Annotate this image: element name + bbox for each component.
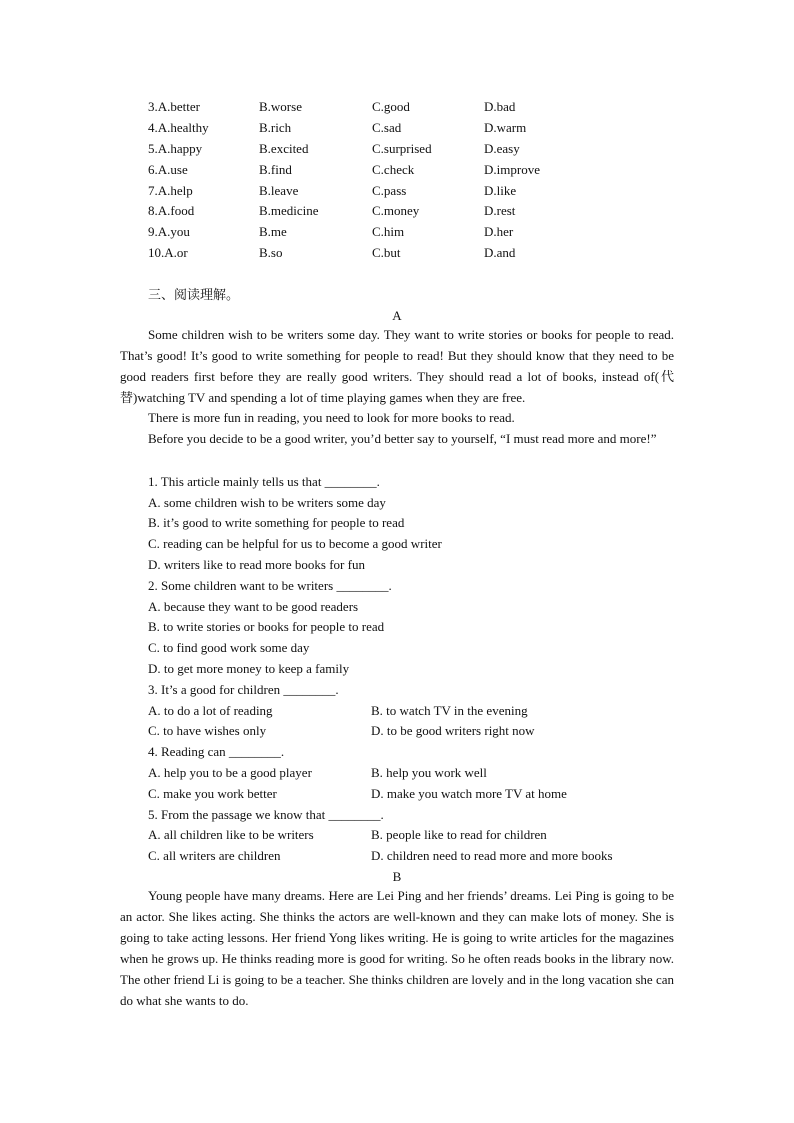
option-a: 9.A.you — [148, 224, 190, 239]
option-a: 7.A.help — [148, 183, 193, 198]
question-3: 3. It’s a good for children ________. — [148, 682, 339, 697]
option-b: B.find — [259, 162, 292, 177]
option-a: 8.A.food — [148, 203, 195, 218]
passage-b-paragraph-1: Young people have many dreams. Here are Lei Ping and her friends’ dreams. Lei Ping is going to be an actor. She likes acting. She thinks the actors are well-known and they can make lots of money. She is going to take acting lessons. Her friend Yong likes writing. He is going to write articles for the magazines when he grows up. He thinks reading more is good for writing. So he often reads books in the library now. The other friend Li is going to be a teacher. She thinks children are lovely and in the long vacation she can do what she wants to do. — [120, 888, 674, 1008]
passage-a-paragraph-1: Some children wish to be writers some day. They want to write stories or books for people to read. That’s good! It’s good to write something for people to read! But they should know that they need to be good readers first before they are really good writers. They should read a lot of books, instead of(代替)watching TV and spending a lot of time playing games when they are free. — [120, 327, 674, 405]
option-c: C.check — [372, 162, 415, 177]
question-4-option-d: D. make you watch more TV at home — [371, 786, 567, 801]
question-2-option-a: A. because they want to be good readers — [148, 599, 359, 614]
passage-a-paragraph-3: Before you decide to be a good writer, you’d better say to yourself, “I must read more and more!” — [148, 431, 657, 446]
question-3-option-d: D. to be good writers right now — [371, 723, 535, 738]
question-4-option-a: A. help you to be a good player — [148, 765, 312, 780]
question-5: 5. From the passage we know that ________. — [148, 807, 384, 822]
option-c: C.money — [372, 203, 420, 218]
option-b: B.excited — [259, 141, 309, 156]
question-5-option-b: B. people like to read for children — [371, 827, 547, 842]
option-b: B.medicine — [259, 203, 319, 218]
passage-a-paragraph-2: There is more fun in reading, you need to look for more books to read. — [148, 410, 515, 425]
question-2-option-c: C. to find good work some day — [148, 640, 310, 655]
passage-a-label: A — [392, 308, 402, 323]
option-a: 5.A.happy — [148, 141, 203, 156]
question-1-option-d: D. writers like to read more books for fun — [148, 557, 365, 572]
question-5-option-c: C. all writers are children — [148, 848, 281, 863]
option-d: D.improve — [484, 162, 540, 177]
option-b: B.so — [259, 245, 283, 260]
option-b: B.me — [259, 224, 287, 239]
question-1: 1. This article mainly tells us that ________. — [148, 474, 380, 489]
option-b: B.rich — [259, 120, 292, 135]
option-a: 10.A.or — [148, 245, 188, 260]
option-a: 6.A.use — [148, 162, 188, 177]
option-a: 4.A.healthy — [148, 120, 209, 135]
option-c: C.pass — [372, 183, 407, 198]
option-b: B.leave — [259, 183, 299, 198]
option-c: C.sad — [372, 120, 402, 135]
option-a: 3.A.better — [148, 99, 200, 114]
option-d: D.rest — [484, 203, 516, 218]
question-3-option-b: B. to watch TV in the evening — [371, 703, 528, 718]
question-2-option-b: B. to write stories or books for people to read — [148, 619, 385, 634]
option-d: D.her — [484, 224, 514, 239]
option-b: B.worse — [259, 99, 302, 114]
option-d: D.warm — [484, 120, 527, 135]
option-c: C.surprised — [372, 141, 432, 156]
question-1-option-b: B. it’s good to write something for people to read — [148, 515, 405, 530]
question-4-option-c: C. make you work better — [148, 786, 277, 801]
option-c: C.him — [372, 224, 405, 239]
question-5-option-d: D. children need to read more and more books — [371, 848, 613, 863]
option-c: C.but — [372, 245, 401, 260]
question-3-option-a: A. to do a lot of reading — [148, 703, 273, 718]
question-3-option-c: C. to have wishes only — [148, 723, 267, 738]
question-2-option-d: D. to get more money to keep a family — [148, 661, 350, 676]
question-4-option-b: B. help you work well — [371, 765, 487, 780]
question-5-option-a: A. all children like to be writers — [148, 827, 314, 842]
question-1-option-c: C. reading can be helpful for us to become a good writer — [148, 536, 442, 551]
question-2: 2. Some children want to be writers ________. — [148, 578, 392, 593]
option-d: D.like — [484, 183, 517, 198]
option-d: D.bad — [484, 99, 516, 114]
question-4: 4. Reading can ________. — [148, 744, 285, 759]
passage-b-label: B — [392, 869, 402, 884]
option-d: D.and — [484, 245, 516, 260]
question-1-option-a: A. some children wish to be writers some day — [148, 495, 386, 510]
option-d: D.easy — [484, 141, 520, 156]
section-title: 三、阅读理解。 — [148, 287, 240, 302]
option-c: C.good — [372, 99, 410, 114]
